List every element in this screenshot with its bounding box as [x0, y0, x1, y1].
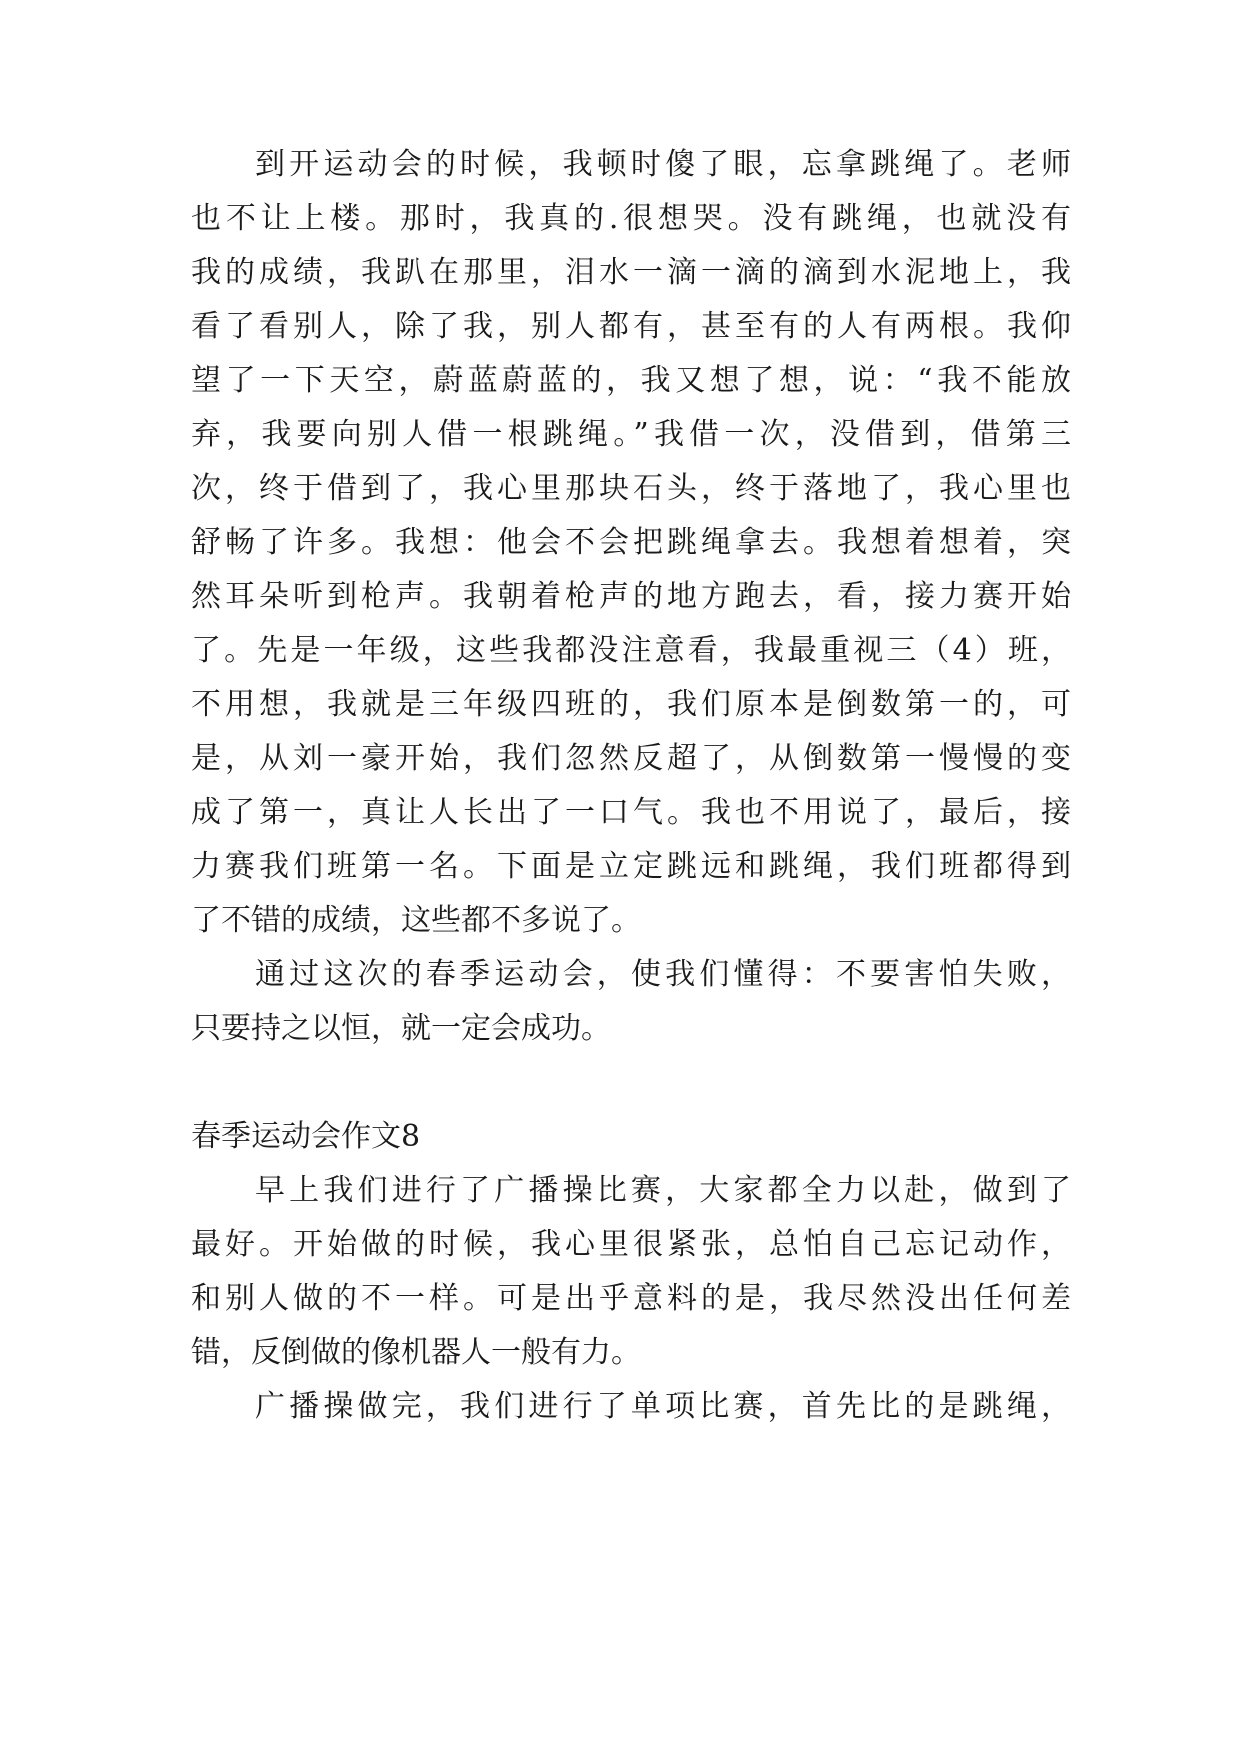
paragraph-1-line-7: 次，终于借到了，我心里那块石头，终于落地了，我心里也 — [191, 471, 1071, 506]
paragraph-1-line-12: 是，从刘一豪开始，我们忽然反超了，从倒数第一慢慢的变 — [191, 741, 1071, 776]
paragraph-2-line-1: 通过这次的春季运动会，使我们懂得：不要害怕失败， — [255, 957, 1071, 992]
section-heading: 春季运动会作文8 — [191, 1119, 421, 1154]
paragraph-1-line-11: 不用想，我就是三年级四班的，我们原本是倒数第一的，可 — [191, 687, 1071, 722]
paragraph-1-line-4: 看了看别人，除了我，别人都有，甚至有的人有两根。我仰 — [191, 309, 1071, 344]
paragraph-1-line-5: 望了一下天空，蔚蓝蔚蓝的，我又想了想，说：“我不能放 — [191, 363, 1071, 398]
paragraph-1-line-1: 到开运动会的时候，我顿时傻了眼，忘拿跳绳了。老师 — [255, 147, 1071, 182]
paragraph-3-line-3: 和别人做的不一样。可是出乎意料的是，我尽然没出任何差 — [191, 1281, 1071, 1316]
paragraph-1-line-8: 舒畅了许多。我想：他会不会把跳绳拿去。我想着想着，突 — [191, 525, 1071, 560]
paragraph-2-line-2: 只要持之以恒，就一定会成功。 — [191, 1011, 611, 1046]
paragraph-1-line-13: 成了第一，真让人长出了一口气。我也不用说了，最后，接 — [191, 795, 1071, 830]
paragraph-1-line-15: 了不错的成绩，这些都不多说了。 — [191, 903, 641, 938]
paragraph-3-line-2: 最好。开始做的时候，我心里很紧张，总怕自己忘记动作， — [191, 1227, 1071, 1262]
paragraph-1-line-6: 弃，我要向别人借一根跳绳。”我借一次，没借到，借第三 — [191, 417, 1071, 452]
paragraph-1-line-9: 然耳朵听到枪声。我朝着枪声的地方跑去，看，接力赛开始 — [191, 579, 1071, 614]
paragraph-4-line-1: 广播操做完，我们进行了单项比赛，首先比的是跳绳， — [255, 1389, 1071, 1424]
paragraph-3-line-1: 早上我们进行了广播操比赛，大家都全力以赴，做到了 — [255, 1173, 1071, 1208]
paragraph-1-line-2: 也不让上楼。那时，我真的.很想哭。没有跳绳，也就没有 — [191, 201, 1071, 236]
paragraph-1-line-3: 我的成绩，我趴在那里，泪水一滴一滴的滴到水泥地上，我 — [191, 255, 1071, 290]
paragraph-3-line-4: 错，反倒做的像机器人一般有力。 — [191, 1335, 641, 1370]
paragraph-1-line-10: 了。先是一年级，这些我都没注意看，我最重视三（4）班， — [191, 633, 1071, 668]
paragraph-1-line-14: 力赛我们班第一名。下面是立定跳远和跳绳，我们班都得到 — [191, 849, 1071, 884]
